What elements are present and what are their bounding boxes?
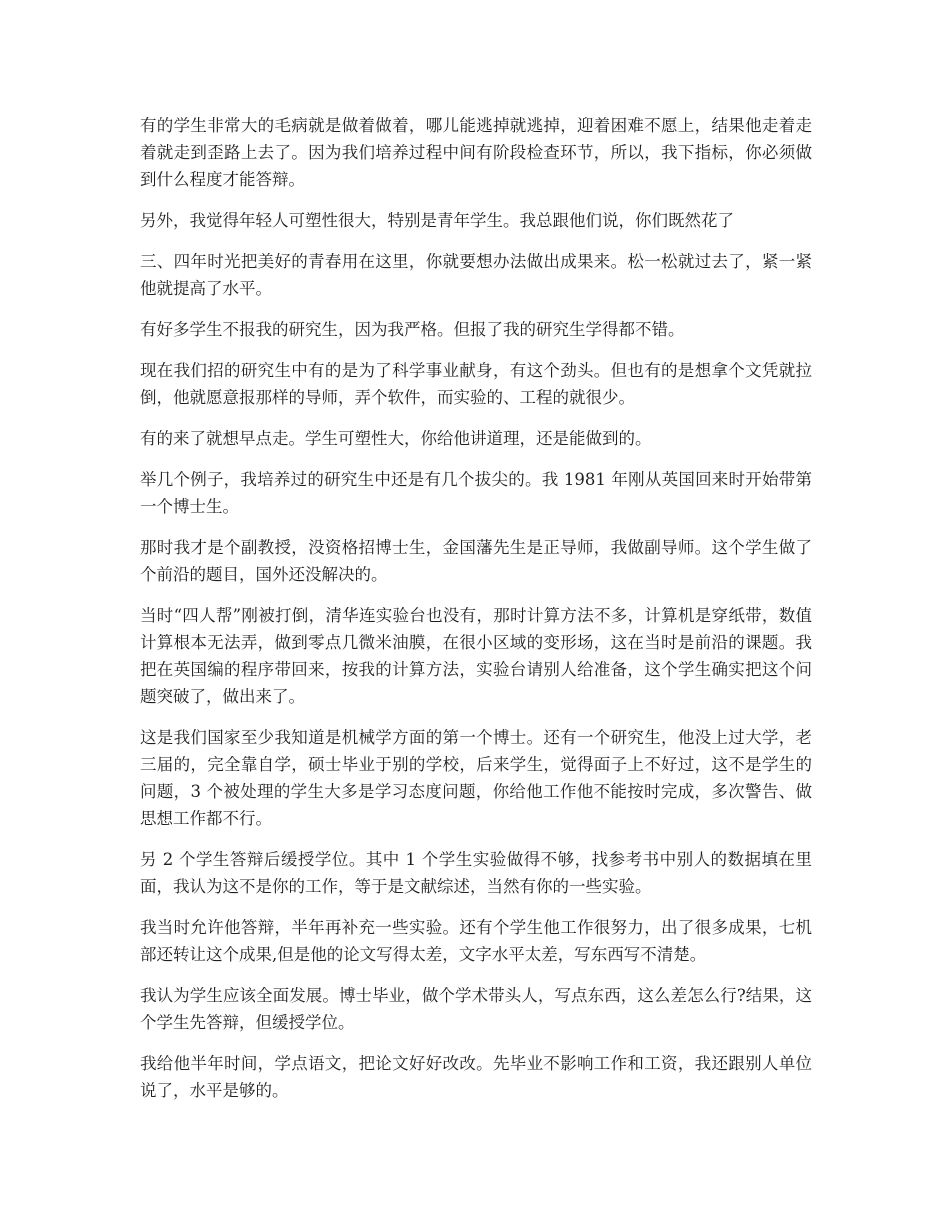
paragraph-8: 那时我才是个副教授，没资格招博士生，金国藩先生是正导师，我做副导师。这个学生做了个前沿的题目，国外还没解决的。 bbox=[140, 538, 812, 584]
paragraph-12: 我当时允许他答辩，半年再补充一些实验。还有个学生他工作很努力，出了很多成果，七机部还转让这个成果,但是他的论文写得太差，文字水平太差，写东西写不清楚。 bbox=[140, 918, 812, 964]
paragraph-2: 另外，我觉得年轻人可塑性很大，特别是青年学生。我总跟他们说，你们既然花了 bbox=[140, 211, 734, 230]
paragraph-9: 当时“四人帮”刚被打倒，清华连实验台也没有，那时计算方法不多，计算机是穿纸带，数值计算根本无法弄，做到零点几微米油膜，在很小区域的变形场，这在当时是前沿的课题。我把在英国编的程序带回来，按我的计算方法，实验台请别人给准备，这个学生确实把这个问题突破了，做出来了。 bbox=[140, 606, 812, 706]
paragraph-3: 三、四年时光把美好的青春用在这里，你就要想办法做出成果来。松一松就过去了，紧一紧他就提高了水平。 bbox=[140, 252, 812, 298]
paragraph-6: 有的来了就想早点走。学生可塑性大，你给他讲道理，还是能做到的。 bbox=[140, 429, 652, 448]
paragraph-5: 现在我们招的研究生中有的是为了科学事业献身，有这个劲头。但也有的是想拿个文凭就拉倒，他就愿意报那样的导师，弄个软件，而实验的、工程的就很少。 bbox=[140, 361, 812, 407]
paragraph-7: 举几个例子，我培养过的研究生中还是有几个拔尖的。我 1981 年刚从英国回来时开始带第一个博士生。 bbox=[140, 470, 812, 516]
paragraph-13: 我认为学生应该全面发展。博士毕业，做个学术带头人，写点东西，这么差怎么行?结果，这个学生先答辩，但缓授学位。 bbox=[140, 986, 812, 1032]
paragraph-14: 我给他半年时间，学点语文，把论文好好改改。先毕业不影响工作和工资，我还跟别人单位说了，水平是够的。 bbox=[140, 1054, 812, 1100]
paragraph-1: 有的学生非常大的毛病就是做着做着，哪儿能逃掉就逃掉，迎着困难不愿上，结果他走着走着就走到歪路上去了。因为我们培养过程中间有阶段检查环节，所以，我下指标，你必须做到什么程度才能答辩。 bbox=[140, 116, 812, 189]
paragraph-4: 有好多学生不报我的研究生，因为我严格。但报了我的研究生学得都不错。 bbox=[140, 320, 685, 339]
paragraph-10: 这是我们国家至少我知道是机械学方面的第一个博士。还有一个研究生，他没上过大学，老三届的，完全靠自学，硕士毕业于别的学校，后来学生，觉得面子上不好过，这不是学生的问题，3 个被处理的学生大多是学习态度问题，你给他工作他不能按时完成，多次警告、做思想工作都不行。 bbox=[140, 728, 812, 828]
paragraph-11: 另 2 个学生答辩后缓授学位。其中 1 个学生实验做得不够，找参考书中别人的数据填在里面，我认为这不是你的工作，等于是文献综述，当然有你的一些实验。 bbox=[140, 850, 812, 896]
document-body bbox=[140, 112, 812, 1118]
